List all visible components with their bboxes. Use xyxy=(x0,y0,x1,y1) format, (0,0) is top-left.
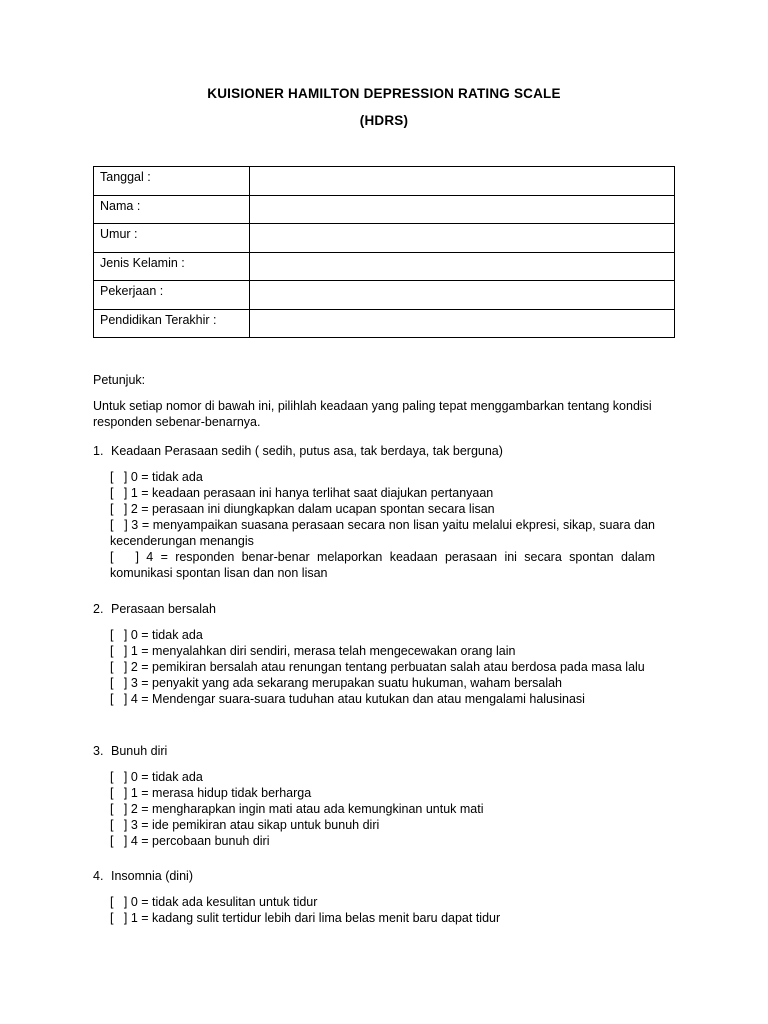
option-item: [ ] 3 = ide pemikiran atau sikap untuk bunuh diri xyxy=(110,818,380,832)
question-header xyxy=(93,601,673,617)
instructions-heading: Petunjuk: xyxy=(93,373,146,387)
option-item: [ ] 0 = tidak ada xyxy=(110,770,203,784)
option-item: [ ] 2 = pemikiran bersalah atau renungan tentang perbuatan salah atau berdosa pada masa lalu xyxy=(110,660,645,674)
identity-label-tanggal: Tanggal : xyxy=(94,167,250,196)
identity-row xyxy=(94,195,675,224)
question-text: Perasaan bersalah xyxy=(111,602,216,616)
identity-value-nama xyxy=(250,195,675,224)
question-text: Keadaan Perasaan sedih ( sedih, putus asa, tak berdaya, tak berguna) xyxy=(111,444,503,458)
question-number: 3. xyxy=(93,744,104,758)
option-item: [ ] 4 = Mendengar suara-suara tuduhan atau kutukan dan atau mengalami halusinasi xyxy=(110,692,585,706)
question-4 xyxy=(93,868,673,926)
identity-label-umur: Umur : xyxy=(94,224,250,253)
identity-table xyxy=(93,166,675,338)
question-3 xyxy=(93,743,673,849)
identity-row xyxy=(94,224,675,253)
identity-value-tanggal xyxy=(250,167,675,196)
option-item: [ ] 4 = responden benar-benar melaporkan keadaan perasaan ini secara spontan dalam komunikasi spontan lisan dan non lisan xyxy=(110,550,659,580)
question-2 xyxy=(93,601,673,707)
option-item: [ ] 3 = menyampaikan suasana perasaan secara non lisan yaitu melalui ekpresi, sikap, suara dan kecenderungan menangis xyxy=(110,518,659,548)
option-list xyxy=(110,769,655,849)
identity-row xyxy=(94,167,675,196)
option-item: [ ] 4 = percobaan bunuh diri xyxy=(110,834,270,848)
option-item: [ ] 2 = perasaan ini diungkapkan dalam ucapan spontan secara lisan xyxy=(110,502,495,516)
question-header xyxy=(93,443,673,459)
document-subtitle: (HDRS) xyxy=(359,113,409,128)
question-header xyxy=(93,743,673,759)
option-item: [ ] 1 = merasa hidup tidak berharga xyxy=(110,786,312,800)
option-list xyxy=(110,469,659,581)
identity-row xyxy=(94,309,675,338)
identity-label-pekerjaan: Pekerjaan : xyxy=(94,281,250,310)
option-item: [ ] 3 = penyakit yang ada sekarang merupakan suatu hukuman, waham bersalah xyxy=(110,676,563,690)
identity-value-umur xyxy=(250,224,675,253)
option-item: [ ] 2 = mengharapkan ingin mati atau ada kemungkinan untuk mati xyxy=(110,802,484,816)
question-number: 1. xyxy=(93,444,104,458)
identity-label-jenis-kelamin: Jenis Kelamin : xyxy=(94,252,250,281)
question-text: Bunuh diri xyxy=(111,744,168,758)
option-item: [ ] 0 = tidak ada kesulitan untuk tidur xyxy=(110,895,318,909)
identity-label-nama: Nama : xyxy=(94,195,250,224)
question-1 xyxy=(93,443,673,581)
question-number: 2. xyxy=(93,602,104,616)
option-item: [ ] 0 = tidak ada xyxy=(110,628,203,642)
identity-row xyxy=(94,252,675,281)
identity-value-pendidikan xyxy=(250,309,675,338)
question-text: Insomnia (dini) xyxy=(111,869,193,883)
option-item: [ ] 1 = menyalahkan diri sendiri, merasa telah mengecewakan orang lain xyxy=(110,644,516,658)
question-header xyxy=(93,868,673,884)
option-item: [ ] 1 = keadaan perasaan ini hanya terlihat saat diajukan pertanyaan xyxy=(110,486,494,500)
question-number: 4. xyxy=(93,869,104,883)
instructions-text: Untuk setiap nomor di bawah ini, pilihlah keadaan yang paling tepat menggambarkan tentang kondisi responden sebenar-benarnya. xyxy=(93,399,652,429)
identity-value-pekerjaan xyxy=(250,281,675,310)
option-list xyxy=(110,894,655,926)
identity-row xyxy=(94,281,675,310)
identity-value-jenis-kelamin xyxy=(250,252,675,281)
document-title: KUISIONER HAMILTON DEPRESSION RATING SCALE xyxy=(207,86,561,101)
identity-label-pendidikan: Pendidikan Terakhir : xyxy=(94,309,250,338)
option-item: [ ] 1 = kadang sulit tertidur lebih dari lima belas menit baru dapat tidur xyxy=(110,911,501,925)
option-item: [ ] 0 = tidak ada xyxy=(110,470,203,484)
option-list xyxy=(110,627,655,707)
